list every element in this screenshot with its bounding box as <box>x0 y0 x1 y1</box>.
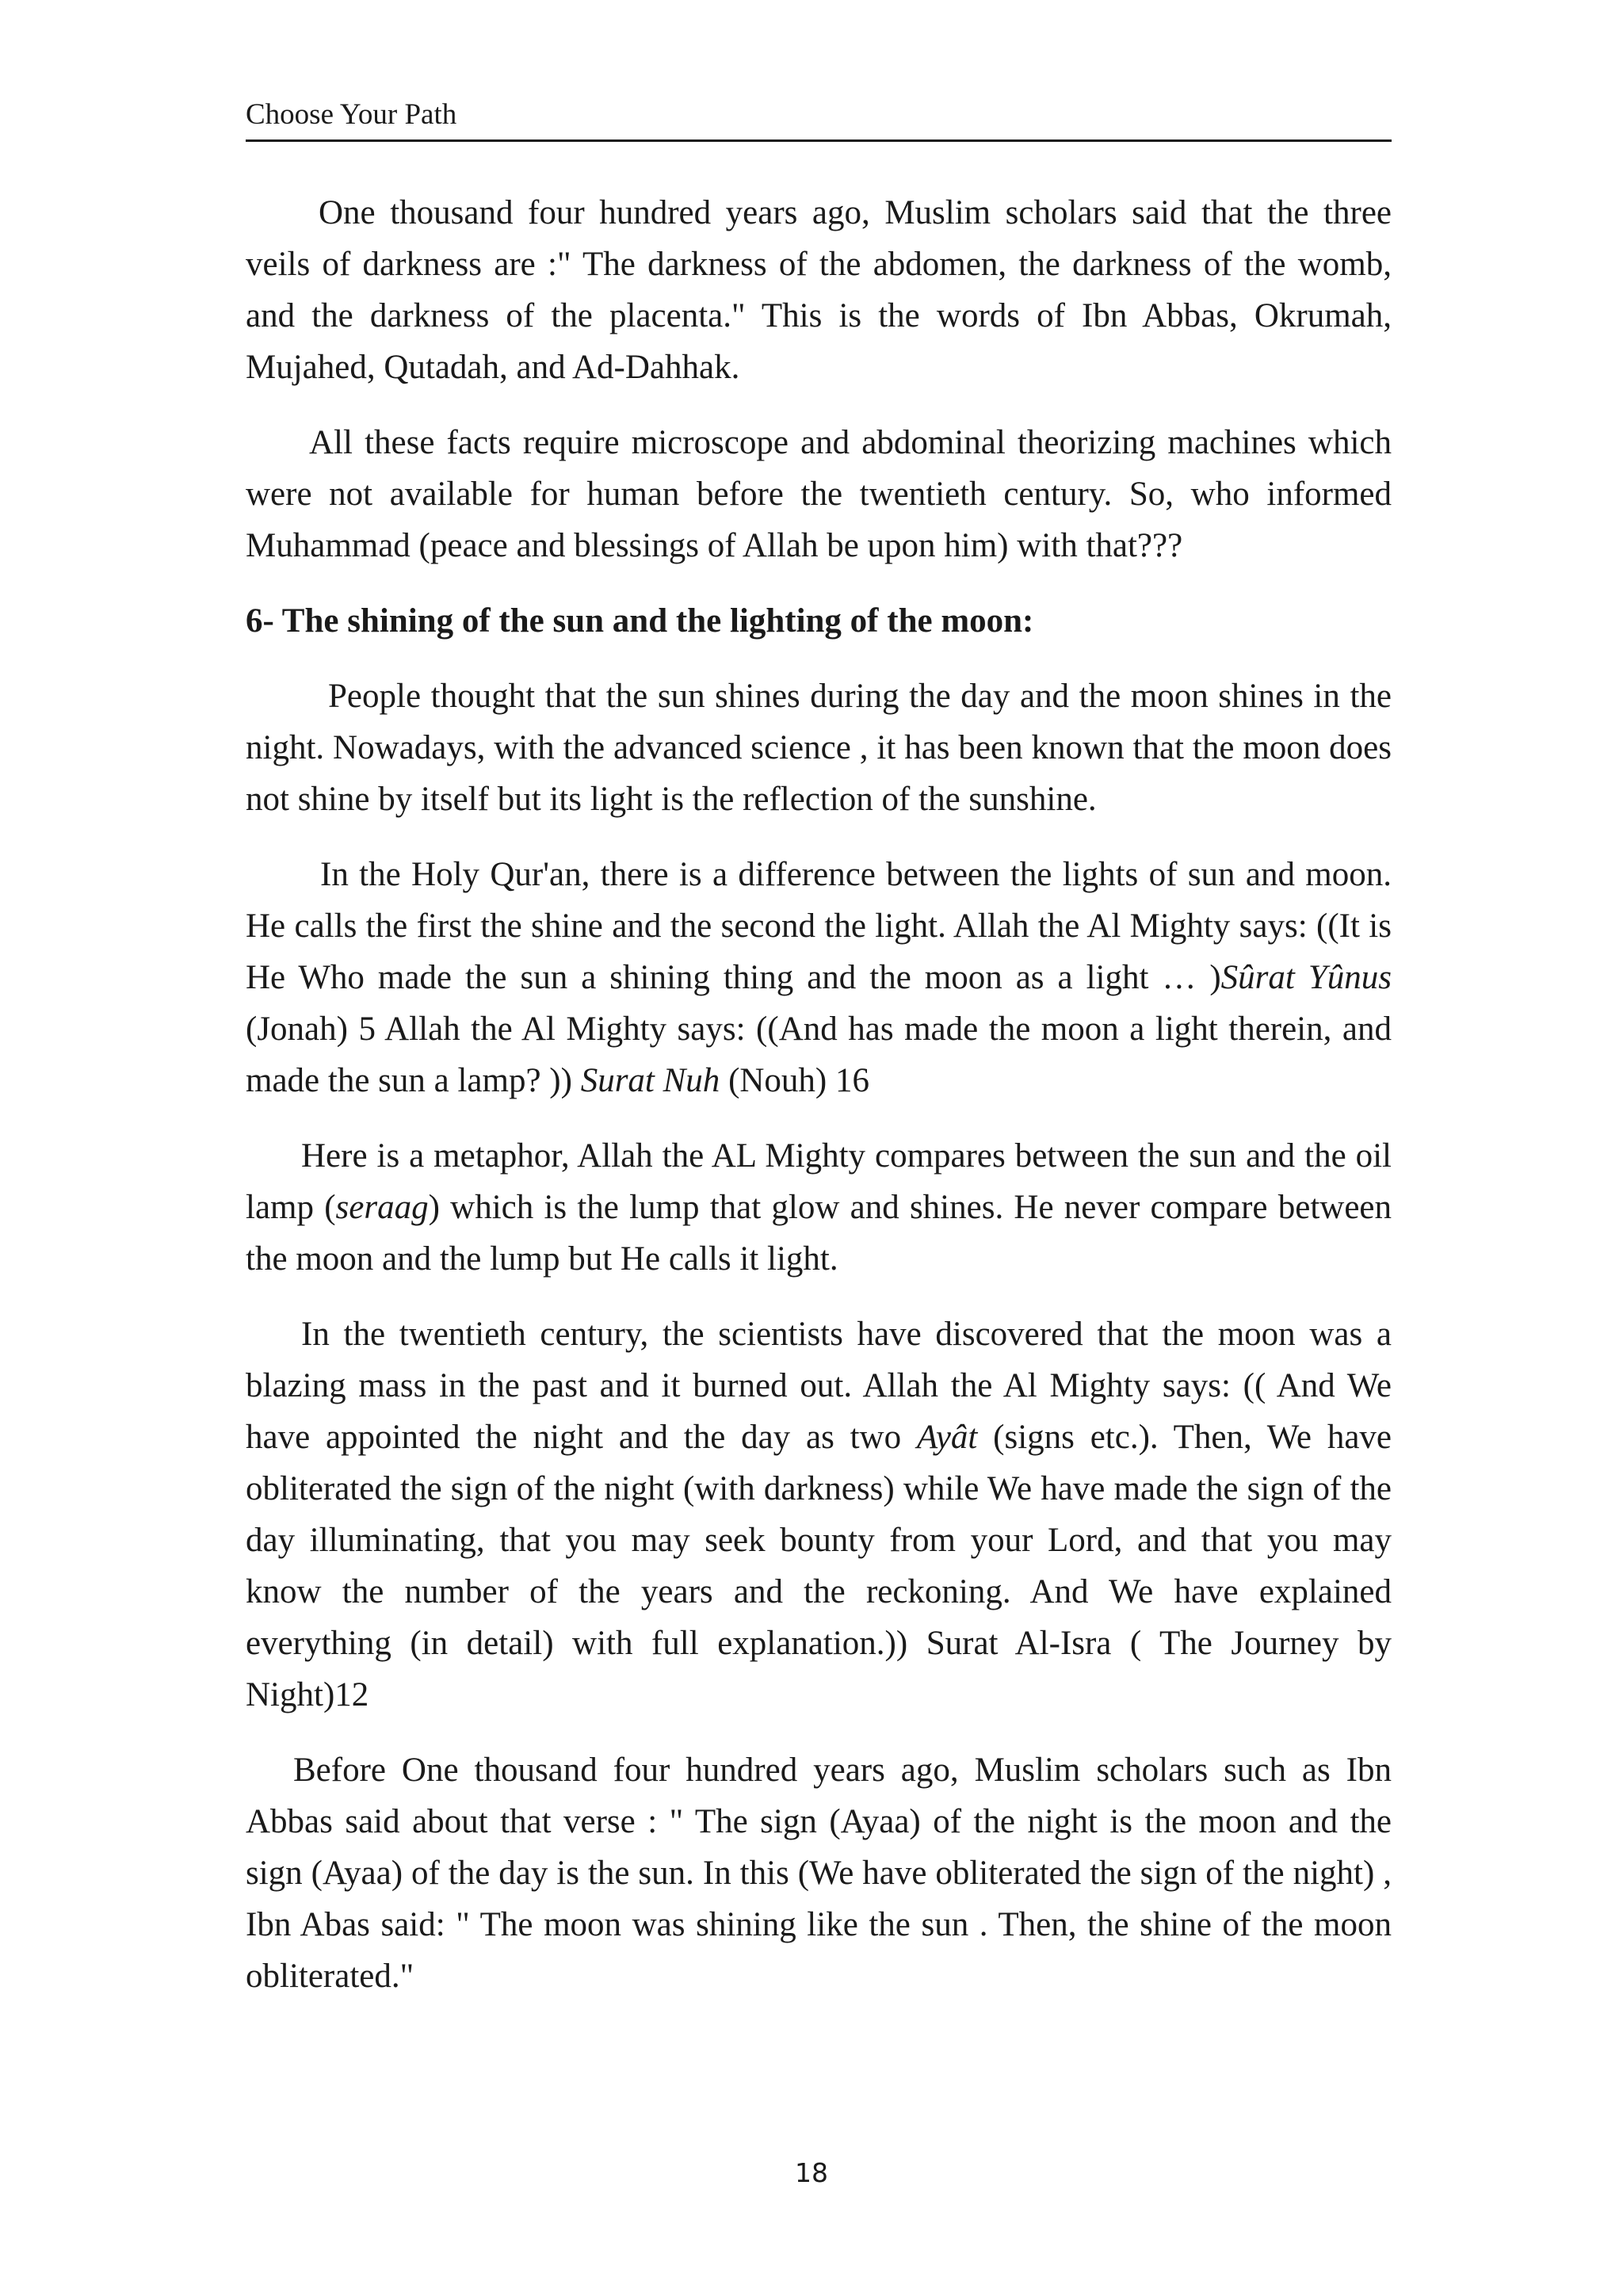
text-run: (Nouh) 16 <box>720 1062 870 1099</box>
paragraph-twentieth-century <box>246 1308 1392 1721</box>
paragraph-sun-moon-belief: People thought that the sun shines during the day and the moon shines in the night. Nowadays, with the advanced science , it has been known that the moon does not shine by itself but its light is the reflection of the sunshine. <box>246 678 1392 818</box>
paragraph-ibn-abbas: Before One thousand four hundred years ago, Muslim scholars such as Ibn Abbas said about that verse : " The sign (Ayaa) of the night is the moon and the sign (Ayaa) of the day is the sun. In this (We have obliterated the sign of the night) , Ibn Abas said: " The moon was shining like the sun . Then, the shine of the moon obliterated." <box>246 1752 1392 1995</box>
term-ayat: Ayât <box>916 1419 978 1456</box>
text-run: In the twentieth century, the scientists have discovered that the moon was a blazing mass in the past and it burned out. Allah the Al Mighty says: (( And We have appointed the night and the day as two <box>246 1316 1392 1456</box>
text-run: Here is a metaphor, Allah the AL Mighty compares between the sun and the oil lamp ( <box>246 1137 1392 1226</box>
paragraph-veils-of-darkness: One thousand four hundred years ago, Muslim scholars said that the three veils of darkness are :" The darkness of the abdomen, the darkness of the womb, and the darkness of the placenta." This is the words of Ibn Abbas, Okrumah, Mujahed, Qutadah, and Ad-Dahhak. <box>246 194 1392 386</box>
paragraph-microscope-facts: All these facts require microscope and abdominal theorizing machines which were not available for human before the twentieth century. So, who informed Muhammad (peace and blessings of Allah be upon him) with that??? <box>246 424 1392 564</box>
paragraph-metaphor <box>246 1130 1392 1285</box>
surah-name-nuh: Surat Nuh <box>580 1062 720 1099</box>
page-body <box>246 187 1392 2026</box>
term-seraag: seraag <box>335 1189 429 1226</box>
text-run: (Jonah) 5 Allah the Al Mighty says: ((And has made the moon a light therein, and made the sun a lamp? )) <box>246 1010 1392 1099</box>
page-number: 18 <box>795 2157 828 2188</box>
text-run: In the Holy Qur'an, there is a difference between the lights of sun and moon. He calls the first the shine and the second the light. Allah the Al Mighty says: ((It is He Who made the sun a shining thing and the moon as a light … ) <box>246 856 1392 996</box>
text-run: (signs etc.). Then, We have obliterated the sign of the night (with darkness) while We have made the sign of the day illuminating, that you may seek bounty from your Lord, and that you may know the number of the years and the reckoning. And We have explained everything (in detail) with full explanation.)) Surat Al-Isra ( The Journey by Night)12 <box>246 1419 1392 1713</box>
running-header-title: Choose Your Path <box>246 94 1392 142</box>
section-heading-sun-moon: 6- The shining of the sun and the lighting of the moon: <box>246 602 1034 640</box>
paragraph-quran-difference <box>246 849 1392 1106</box>
surah-name-yunus: Sûrat Yûnus <box>1220 959 1392 996</box>
text-run: ) which is the lump that glow and shines. He never compare between the moon and the lump but He calls it light. <box>246 1189 1392 1278</box>
